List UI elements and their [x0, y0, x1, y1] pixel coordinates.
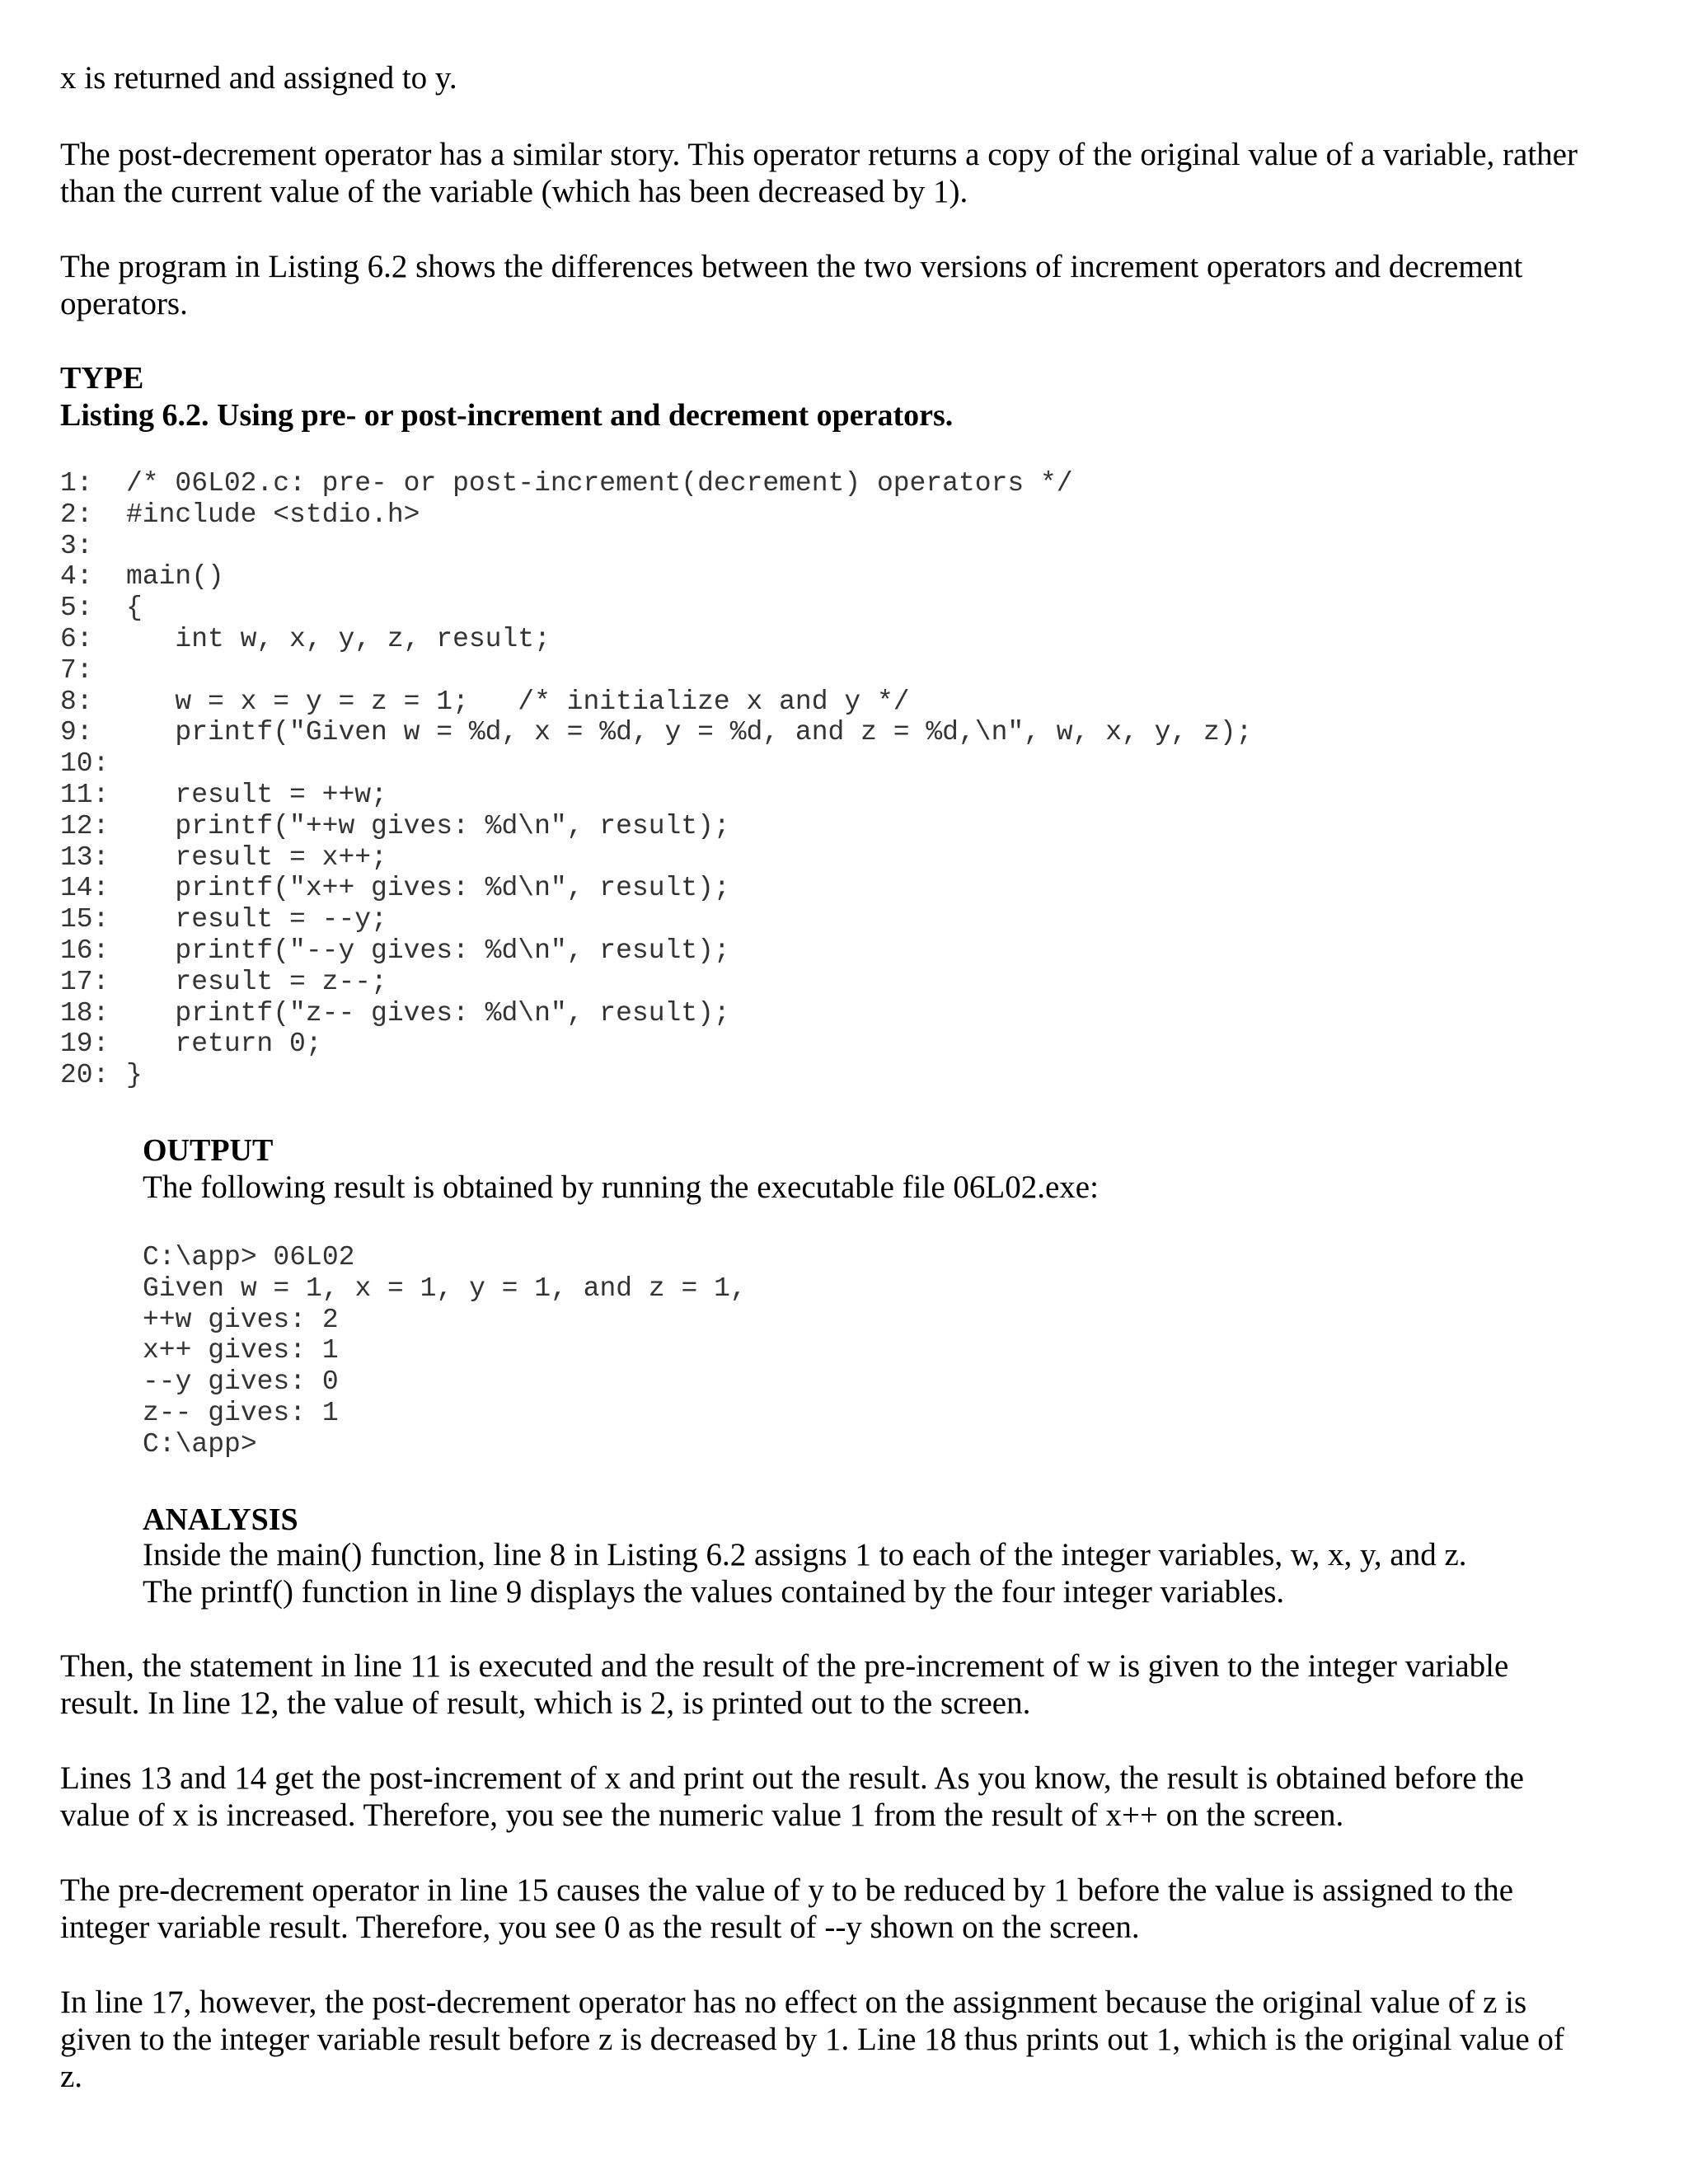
- code-line: [60, 499, 1252, 531]
- intro-paragraph-0: x is returned and assigned to y.: [60, 60, 457, 96]
- code-line-text: result = x++;: [126, 841, 387, 873]
- listing-type-label: TYPE: [60, 361, 144, 396]
- code-line-text: printf("x++ gives: %d\n", result);: [126, 873, 730, 904]
- code-line: [60, 811, 1252, 842]
- code-line: [60, 904, 1252, 935]
- body-paragraph-4: In line 17, however, the post-decrement operator has no effect on the assignment because the original value of z is given to the integer variable result before z is decreased by 1. Line 18 thus prints out 1, which is the original value of z.: [60, 1985, 1564, 2094]
- code-line-text: result = --y;: [126, 904, 387, 935]
- output-line: Given w = 1, x = 1, y = 1, and z = 1,: [143, 1272, 747, 1304]
- output-description: The following result is obtained by running the executable file 06L02.exe:: [143, 1169, 1099, 1205]
- code-line: [60, 624, 1252, 655]
- code-line-text: {: [126, 593, 143, 624]
- code-line: [60, 842, 1252, 874]
- code-line-text: w = x = y = z = 1; /* initialize x and y */: [126, 686, 910, 717]
- code-line-number: 13:: [60, 841, 110, 873]
- code-listing: [60, 468, 1252, 1091]
- code-line-text: main(): [126, 561, 224, 593]
- code-line-text: result = ++w;: [126, 779, 387, 810]
- code-line: [60, 687, 1252, 718]
- code-line: [60, 748, 1252, 780]
- code-line-number: 17:: [60, 966, 110, 997]
- output-heading: OUTPUT: [143, 1133, 274, 1168]
- code-line-text: }: [126, 1060, 143, 1091]
- analysis-paragraph: Inside the main() function, line 8 in Listing 6.2 assigns 1 to each of the integer variables, w, x, y, and z. The printf() function in line 9 displays the values contained by the four integer variables.: [143, 1537, 1467, 1610]
- code-line-number: 3:: [60, 530, 93, 561]
- body-paragraph-1: Then, the statement in line 11 is executed and the result of the pre-increment of w is given to the integer variable result. In line 12, the value of result, which is 2, is printed out to the screen.: [60, 1648, 1509, 1721]
- code-line-text: /* 06L02.c: pre- or post-increment(decrement) operators */: [126, 468, 1073, 499]
- code-line: [60, 935, 1252, 967]
- output-line: --y gives: 0: [143, 1366, 339, 1398]
- output-line: ++w gives: 2: [143, 1304, 339, 1335]
- code-line: [60, 1060, 1252, 1091]
- code-line-number: 15:: [60, 904, 110, 935]
- code-line-number: 11:: [60, 779, 110, 810]
- code-line: [60, 468, 1252, 499]
- code-line-number: 14:: [60, 873, 110, 904]
- code-line: [60, 1029, 1252, 1060]
- code-line-number: 18:: [60, 997, 110, 1029]
- body-paragraph-2: Lines 13 and 14 get the post-increment of x and print out the result. As you know, the result is obtained before the value of x is increased. Therefore, you see the numeric value 1 from the result of x++ on the screen.: [60, 1760, 1524, 1833]
- code-line-number: 8:: [60, 686, 93, 717]
- code-line-text: int w, x, y, z, result;: [126, 623, 551, 654]
- code-line-text: #include <stdio.h>: [126, 499, 420, 530]
- code-line-text: printf("z-- gives: %d\n", result);: [126, 997, 730, 1029]
- code-line: [60, 593, 1252, 624]
- code-line: [60, 873, 1252, 904]
- analysis-heading: ANALYSIS: [143, 1502, 298, 1537]
- output-line: z-- gives: 1: [143, 1397, 339, 1428]
- code-line-number: 10:: [60, 748, 110, 780]
- code-line: [60, 531, 1252, 562]
- code-line-number: 4:: [60, 561, 93, 593]
- code-line: [60, 967, 1252, 998]
- body-paragraph-3: The pre-decrement operator in line 15 causes the value of y to be reduced by 1 before the value is assigned to the integer variable result. Therefore, you see 0 as the result of --y shown on the screen.: [60, 1872, 1513, 1945]
- code-line-text: printf("++w gives: %d\n", result);: [126, 810, 730, 841]
- code-line-text: printf("Given w = %d, x = %d, y = %d, and z = %d,\n", w, x, y, z);: [126, 717, 1253, 748]
- code-line-number: 19:: [60, 1029, 110, 1060]
- code-line-text: result = z--;: [126, 966, 387, 997]
- code-line: [60, 780, 1252, 811]
- code-line-number: 6:: [60, 623, 93, 654]
- code-line: [60, 655, 1252, 687]
- output-line: C:\app> 06L02: [143, 1242, 355, 1272]
- code-line-number: 1:: [60, 468, 93, 499]
- intro-paragraph-2: The program in Listing 6.2 shows the differences between the two versions of increment operators and decrement operators.: [60, 249, 1523, 321]
- code-line-number: 9:: [60, 717, 93, 748]
- code-line-number: 7:: [60, 654, 93, 686]
- code-line-number: 2:: [60, 499, 93, 530]
- code-line: [60, 717, 1252, 748]
- code-line-number: 5:: [60, 593, 93, 624]
- intro-paragraph-1: The post-decrement operator has a similar story. This operator returns a copy of the original value of a variable, rather than the current value of the variable (which has been decreased by 1).: [60, 137, 1578, 209]
- output-line: C:\app>: [143, 1428, 257, 1460]
- listing-caption: Listing 6.2. Using pre- or post-increment and decrement operators.: [60, 398, 954, 433]
- code-line-number: 12:: [60, 810, 110, 841]
- code-line: [60, 998, 1252, 1029]
- code-line: [60, 561, 1252, 593]
- code-line-text: return 0;: [126, 1029, 322, 1060]
- output-console: [143, 1242, 747, 1460]
- code-line-number: 20:: [60, 1060, 110, 1091]
- output-line: x++ gives: 1: [143, 1335, 339, 1366]
- code-line-number: 16:: [60, 935, 110, 966]
- code-line-text: printf("--y gives: %d\n", result);: [126, 935, 730, 966]
